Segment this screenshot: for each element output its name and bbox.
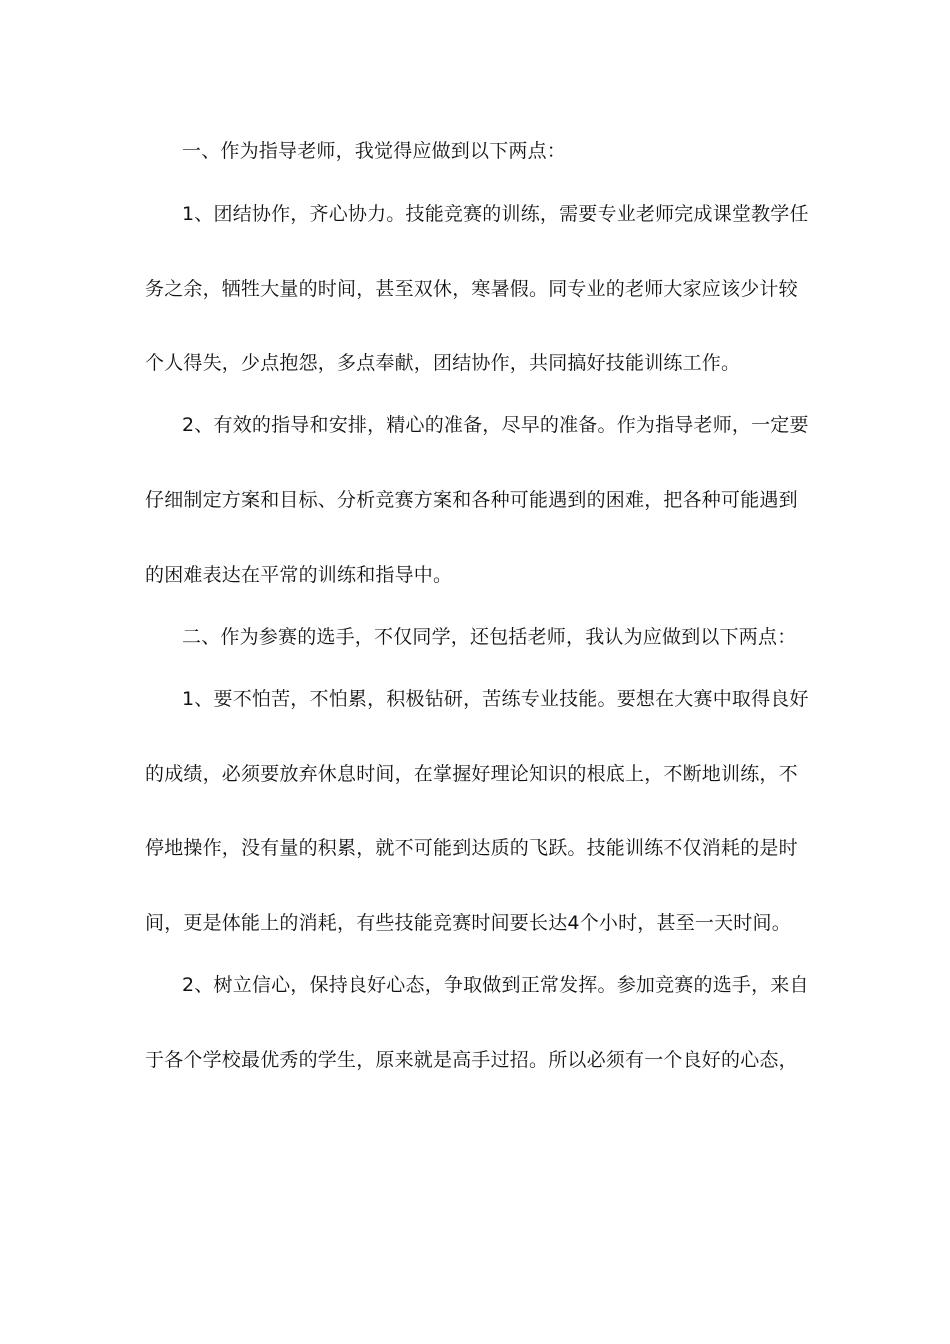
- paragraph-line: 的困难表达在平常的训练和指导中。: [145, 564, 453, 586]
- paragraph-line: 的成绩，必须要放弃休息时间，在掌握好理论知识的根底上，不断地训练，不: [145, 763, 798, 785]
- paragraph-line: 务之余，牺牲大量的时间，甚至双休，寒暑假。同专业的老师大家应该少计较: [145, 278, 798, 300]
- paragraph-line: 1、团结协作，齐心协力。技能竞赛的训练，需要专业老师完成课堂教学任: [182, 203, 809, 225]
- paragraph-line: 于各个学校最优秀的学生，原来就是高手过招。所以必须有一个良好的心态，: [145, 1049, 798, 1071]
- paragraph-line: 仔细制定方案和目标、分析竞赛方案和各种可能遇到的困难，把各种可能遇到: [145, 489, 798, 511]
- paragraph-line: 停地操作，没有量的积累，就不可能到达质的飞跃。技能训练不仅消耗的是时: [145, 837, 798, 859]
- section-heading-2: 二、作为参赛的选手，不仅同学，还包括老师，我认为应做到以下两点：: [182, 626, 797, 648]
- paragraph-line: 间，更是体能上的消耗，有些技能竞赛时间要长达4个小时，甚至一天时间。: [145, 912, 791, 934]
- paragraph-line: 1、要不怕苦，不怕累，积极钻研，苦练专业技能。要想在大赛中取得良好: [182, 688, 809, 710]
- paragraph-line: 2、有效的指导和安排，精心的准备，尽早的准备。作为指导老师，一定要: [182, 414, 809, 436]
- section-heading-1: 一、作为指导老师，我觉得应做到以下两点：: [182, 140, 567, 162]
- paragraph-line: 2、树立信心，保持良好心态，争取做到正常发挥。参加竞赛的选手，来自: [182, 974, 809, 996]
- paragraph-line: 个人得失，少点抱怨，多点奉献，团结协作，共同搞好技能训练工作。: [145, 352, 741, 374]
